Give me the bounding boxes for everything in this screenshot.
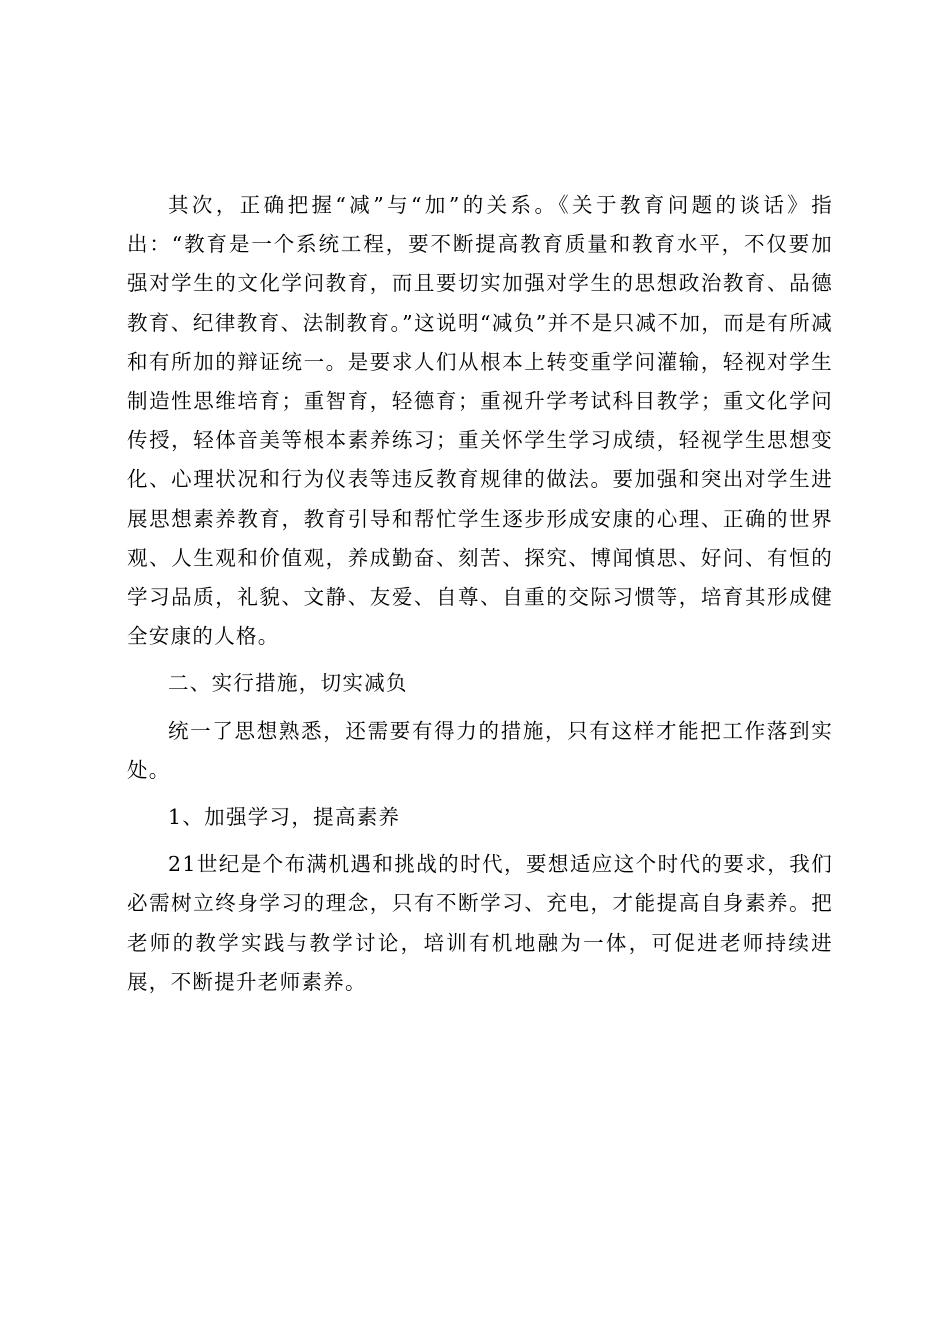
paragraph-relationship: 其次，正确把握“减”与“加”的关系。《关于教育问题的谈话》指出：“教育是一个系统工程，要不断提高教育质量和教育水平，不仅要加强对学生的文化学问教育，而且要切实加强对学生的思想政治教育、品德教育、纪律教育、法制教育。”这说明“减负”并不是只减不加，而是有所减和有所加的辩证统一。是要求人们从根本上转变重学问灌输，轻视对学生制造性思维培育；重智育，轻德育；重视升学考试科目教学；重文化学问传授，轻体音美等根本素养练习；重关怀学生学习成绩，轻视学生思想变化、心理状况和行为仪表等违反教育规律的做法。要加强和突出对学生进展思想素养教育，教育引导和帮忙学生逐步形成安康的心理、正确的世界观、人生观和价值观，养成勤奋、刻苦、探究、博闻慎思、好问、有恒的学习品质，礼貌、文静、友爱、自尊、自重的交际习惯等，培育其形成健全安康的人格。: [127, 193, 833, 649]
document-body: [127, 186, 833, 1002]
subsection-heading-study: 1、加强学习，提高素养: [168, 805, 401, 830]
section-heading-measures: 二、实行措施，切实减负: [168, 671, 408, 696]
paragraph-measures-intro: 统一了思想熟悉，还需要有得力的措施，只有这样才能把工作落到实处。: [127, 718, 833, 782]
paragraph-lifelong-learning: 21世纪是个布满机遇和挑战的时代，要想适应这个时代的要求，我们必需树立终身学习的理念，只有不断学习、充电，才能提高自身素养。把老师的教学实践与教学讨论，培训有机地融为一体，可促进老师持续进展，不断提升老师素养。: [127, 852, 833, 994]
